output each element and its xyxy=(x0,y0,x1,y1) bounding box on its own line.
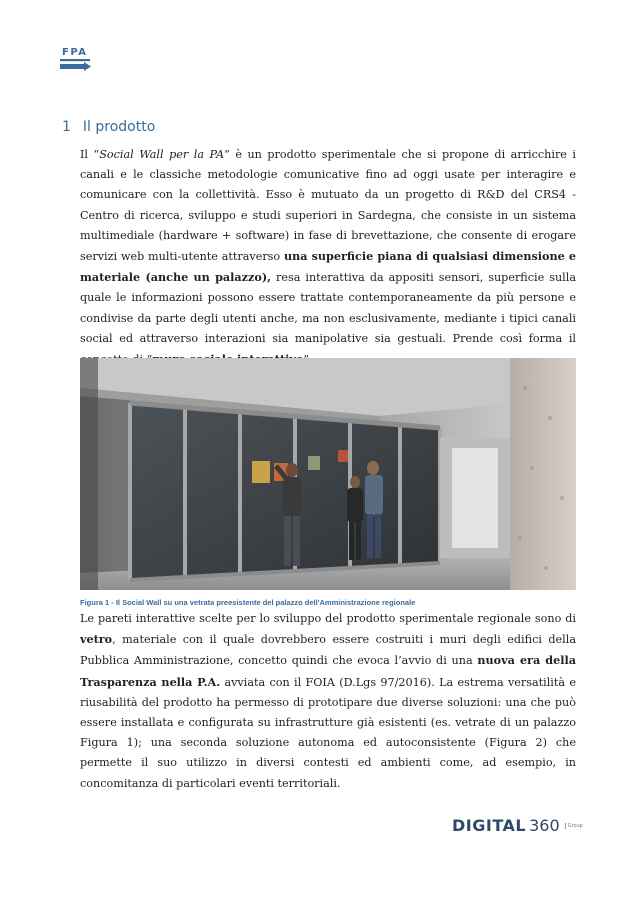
section-number: 1 xyxy=(62,119,71,135)
fpa-logo xyxy=(58,44,98,72)
intro-paragraph xyxy=(80,145,576,370)
text-run: avviata con il FOIA (D.Lgs 97/2016). La estrema versatilità e riusabilità del prodotto ha permesso di prototipare due diverse soluzioni: una che può essere installata e configurata su infrastrutture già esistenti (es. vetrate di un palazzo Figura 1); una seconda soluzione autonoma ed autoconsistente (Figura 2) che permette il suo utilizzo in diversi contesti ed ambienti come, ad esempio, in concomitanza di particolari eventi territoriali. xyxy=(80,675,576,790)
bold-run: vetro xyxy=(80,632,113,647)
logo-brand: DIGITAL xyxy=(452,816,527,835)
italic-run: Social Wall per la PA xyxy=(99,148,225,161)
svg-text:FPA: FPA xyxy=(62,47,88,58)
figure-caption: Figura 1 - Il Social Wall su una vetrata preesistente del palazzo dell'Amministrazione regionale xyxy=(80,598,416,607)
body-paragraph xyxy=(80,609,576,794)
digital360-logo xyxy=(452,816,583,835)
section-title: Il prodotto xyxy=(82,119,156,135)
text-run: Le pareti interattive scelte per lo sviluppo del prodotto sperimentale regionale sono di xyxy=(80,612,576,625)
text-run: ” è un prodotto sperimentale che si propone di arricchire i canali e le classiche metodologie comunicative fino ad oggi usate per interagire e comunicare con la collettività. Esso è mutuato da un progetto di R&D del CRS4 - Centro di ricerca, sviluppo e studi superiori in Sardegna, che consiste in un sistema multimediale (hardware + software) in fase di brevettazione, che consente di erogare servizi web multi-utente attraverso xyxy=(80,148,576,264)
text-run: , materiale con il quale dovrebbero essere costruiti i muri degli edifici della Pubblica Amministrazione, concetto quindi che evoca l’avvio di una xyxy=(80,633,576,668)
text-run: Il “ xyxy=(80,148,100,161)
section-heading xyxy=(62,119,155,135)
bold-run: una superficie piana di qualsiasi dimensione e materiale (anche un palazzo), xyxy=(80,249,576,285)
bold-run: nuova era della Trasparenza nella P.A. xyxy=(80,653,576,689)
social-wall-photo xyxy=(80,358,576,590)
text-run: resa interattiva da appositi sensori, superficie sulla quale le informazioni possono essere trattate contemporaneamente da più persone e condivise da parte degli utenti anche, ma non esclusivamente, mediante i tipici canali social ed attraverso interazioni sia manipolative sia gestuali. Prende così forma il xyxy=(80,271,576,345)
logo-group: Group xyxy=(565,823,583,829)
logo-number: 360 xyxy=(529,816,560,835)
